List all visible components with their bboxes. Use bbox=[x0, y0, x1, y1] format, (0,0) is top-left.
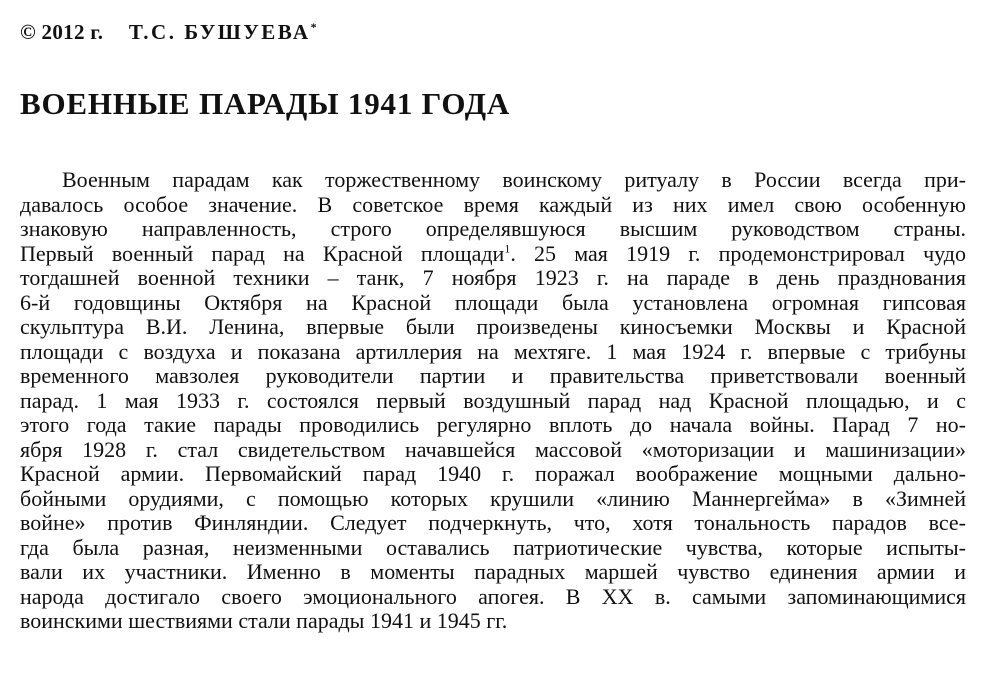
article-header bbox=[20, 20, 317, 45]
text-line: Военным парадам как торжественному воинскому ритуалу в России всегда при- bbox=[62, 167, 966, 192]
article-title: ВОЕННЫЕ ПАРАДЫ 1941 ГОДА bbox=[20, 86, 511, 121]
text-line: ября 1928 г. стал свидетельством начавшейся массовой «моторизации и машинизации» bbox=[20, 436, 966, 462]
text-line: этого года такие парады проводились регулярно вплоть до начала войны. Парад 7 но- bbox=[20, 412, 966, 437]
text-line: площади с воздуха и показана артиллерия на мехтяге. 1 мая 1924 г. впервые с трибуны bbox=[20, 338, 966, 364]
text-line: народа достигало своего эмоционального апогея. В XX в. самыми запоминающимися bbox=[20, 583, 966, 609]
text-line: временного мавзолея руководители партии и правительства приветствовали военный bbox=[20, 363, 966, 388]
text-line: гда была разная, неизменными оставались патриотические чувства, которые испыты- bbox=[20, 534, 966, 560]
text-line: тогдашней военной техники – танк, 7 ноября 1923 г. на параде в день празднования bbox=[20, 265, 966, 290]
author-footnote-mark: * bbox=[310, 20, 317, 34]
author-name: Т.С. БУШУЕВА bbox=[128, 20, 311, 44]
article-body bbox=[20, 168, 966, 634]
text-line: давалось особое значение. В советское время каждый из них имел свою особенную bbox=[20, 191, 966, 217]
text-line: знаковую направленность, строго определявшуюся высшим руководством страны. bbox=[20, 216, 966, 241]
text-line: парад. 1 мая 1933 г. состоялся первый воздушный парад над Красной площадью, и с bbox=[20, 387, 966, 413]
text-line-with-footnote bbox=[20, 242, 966, 267]
footnote-reference[interactable]: 1 bbox=[504, 241, 511, 256]
text-line: воинскими шествиями стали парады 1941 и 1945 гг. bbox=[20, 608, 508, 633]
copyright-notice: © 2012 г. bbox=[20, 20, 104, 44]
text-segment: Первый военный парад на Красной площади bbox=[20, 240, 505, 266]
text-segment: . 25 мая 1919 г. продемонстрировал чудо bbox=[510, 240, 966, 266]
text-line: скульптура В.И. Ленина, впервые были произведены киносъемки Москвы и Красной bbox=[20, 314, 966, 339]
text-line: Красной армии. Первомайский парад 1940 г. поражал воображение мощными дально- bbox=[20, 461, 966, 486]
text-line: 6-й годовщины Октября на Красной площади была установлена огромная гипсовая bbox=[20, 289, 966, 315]
text-line: войне» против Финляндии. Следует подчеркнуть, что, хотя тональность парадов все- bbox=[20, 510, 966, 535]
text-line: вали их участники. Именно в моменты парадных маршей чувство единения армии и bbox=[20, 559, 966, 584]
text-line: бойными орудиями, с помощью которых крушили «линию Маннергейма» в «Зимней bbox=[20, 485, 966, 511]
